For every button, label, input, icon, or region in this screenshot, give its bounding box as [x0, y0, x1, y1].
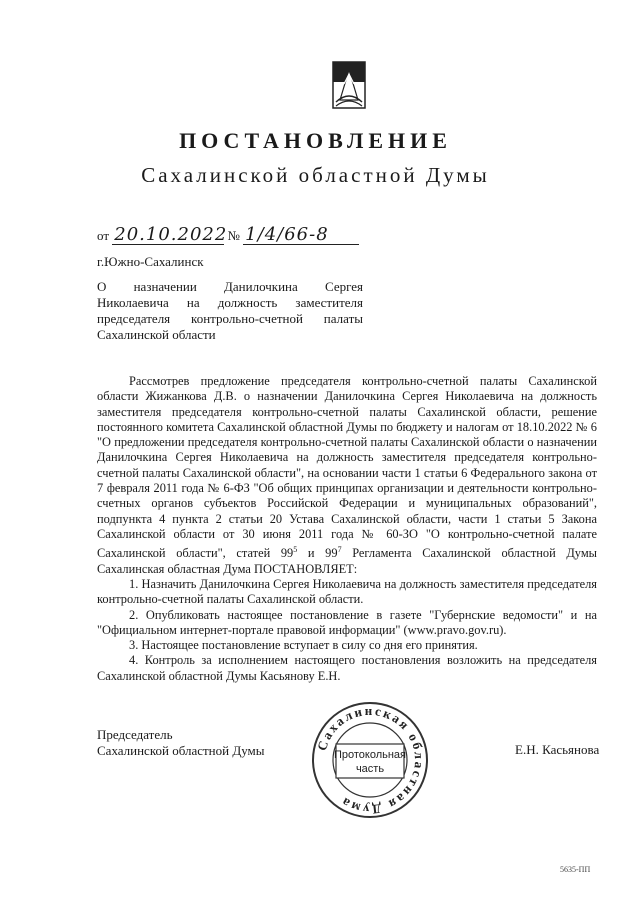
stamp-center-line-1: Протокольная: [333, 749, 407, 761]
document-number: 1/4/66-8: [243, 226, 359, 245]
superscript-1: 5: [293, 545, 298, 555]
date-number-line: [97, 226, 359, 245]
resolution-item: 2. Опубликовать настоящее постановление в газете "Губернские ведомости" и на "Официальном интернет-портале правовой информации" (www.pravo.gov.ru).: [97, 607, 597, 637]
signature-title-line-2: Сахалинской областной Думы: [97, 743, 265, 758]
body-part-3: Регламента Сахалинской областной Думы Сахалинская областная Дума ПОСТАНОВЛЯЕТ:: [97, 546, 597, 576]
superscript-2: 7: [337, 545, 342, 555]
document-subject: О назначении Данилочкина Сергея Николаевича на должность заместителя председателя контрольно-счетной палаты Сахалинской области: [97, 279, 363, 342]
document-title: ПОСТАНОВЛЕНИЕ: [179, 128, 452, 153]
number-prefix: №: [227, 228, 240, 243]
stamp-ring-text: Сахалинская областная Дума: [314, 702, 428, 818]
resolution-item: 4. Контроль за исполнением настоящего постановления возложить на председателя Сахалинской областной Думы Касьянову Е.Н.: [97, 653, 597, 683]
resolution-items: [97, 577, 597, 684]
signature-name: Е.Н. Касьянова: [515, 742, 600, 757]
document-subtitle: Сахалинской областной Думы: [141, 163, 490, 187]
document-body: [97, 374, 597, 577]
sakhalin-coat-of-arms-icon: [330, 60, 368, 110]
resolution-item: 3. Настоящее постановление вступает в силу со дня его принятия.: [129, 638, 478, 653]
stamp-center-line-2: часть: [355, 763, 385, 775]
body-part-1: Рассмотрев предложение председателя контрольно-счетной палаты Сахалинской области Жижанкова Д.В. о назначении Данилочкина Сергея Николаевича на должность заместителя председателя контрольно-счетной палаты Сахалинской области, решение постоянного комитета Сахалинской областной Думы по бюджету и налогам от 18.10.2022 № 6 "О предложении председателя контрольно-счетной палаты Сахалинской области о назначении Данилочкина Сергея Николаевича на должность заместителя председателя контрольно-счетной палаты Сахалинской области", на основании части 1 статьи 6 Федерального закона от 7 февраля 2011 года № 6-ФЗ "Об общих принципах организации и деятельности контрольно-счетных органов субъектов Российской Федерации и муниципальных образований", подпункта 4 пункта 2 статьи 20 Устава Сахалинской области, части 1 статьи 5 Закона Сахалинской области от 30 июня 2011 года № 60-ЗО "О контрольно-счетной палате Сахалинской области", статей 99: [97, 374, 597, 561]
document-date: 20.10.2022: [114, 224, 228, 245]
signature-title-line-1: Председатель: [97, 727, 173, 742]
body-part-2: и 99: [297, 546, 338, 561]
official-stamp: [310, 700, 430, 820]
date-prefix: от: [97, 228, 110, 243]
document-city: г.Южно-Сахалинск: [97, 254, 204, 269]
signature-title: [97, 727, 265, 759]
resolution-item: 1. Назначить Данилочкина Сергея Николаевича на должность заместителя председателя контрольно-счетной палаты Сахалинской области.: [97, 577, 597, 607]
footer-code: 5635-ПП: [560, 865, 591, 874]
